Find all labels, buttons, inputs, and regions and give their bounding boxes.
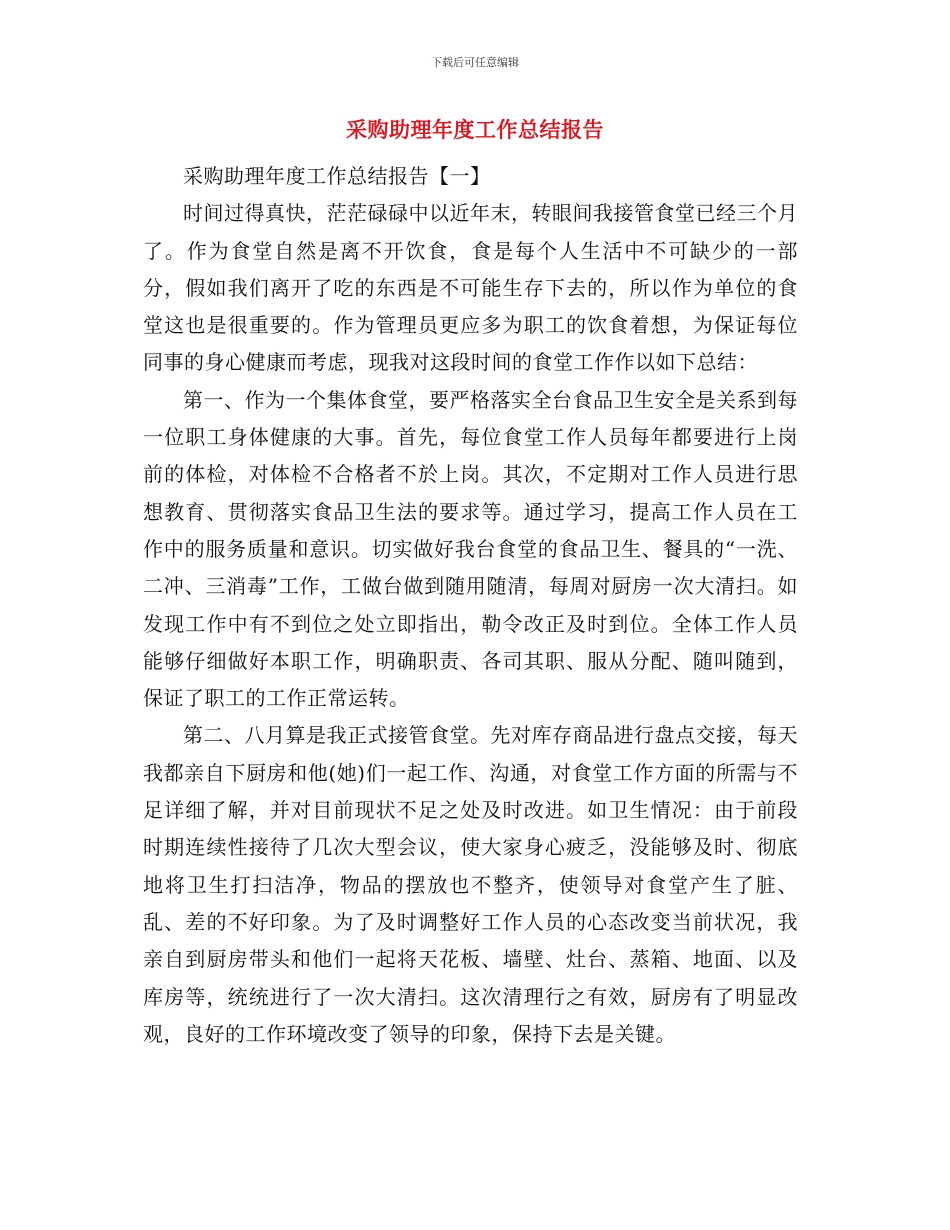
document-body — [143, 158, 798, 1053]
paragraph-second-point: 第二、八月算是我正式接管食堂。先对库存商品进行盘点交接，每天我都亲自下厨房和他(她)们一起工作、沟通，对食堂工作方面的所需与不足详细了解，并对目前现状不足之处及时改进。如卫生情况：由于前段时期连续性接待了几次大型会议，使大家身心疲乏，没能够及时、彻底地将卫生打扫洁净，物品的摆放也不整齐，使领导对食堂产生了脏、乱、差的不好印象。为了及时调整好工作人员的心态改变当前状况，我亲自到厨房带头和他们一起将天花板、墙壁、灶台、蒸箱、地面、以及库房等，统统进行了一次大清扫。这次清理行之有效，厨房有了明显改观，良好的工作环境改变了领导的印象，保持下去是关键。 — [143, 723, 798, 1046]
paragraph-intro: 时间过得真快，茫茫碌碌中以近年末，转眼间我接管食堂已经三个月了。作为食堂自然是离不开饮食，食是每个人生活中不可缺少的一部分，假如我们离开了吃的东西是不可能生存下去的，所以作为单位的食堂这也是很重要的。作为管理员更应多为职工的饮食着想，为保证每位同事的身心健康而考虑，现我对这段时间的食堂工作作以如下总结： — [143, 201, 798, 375]
paragraph-first-point: 第一、作为一个集体食堂，要严格落实全台食品卫生安全是关系到每一位职工身体健康的大事。首先，每位食堂工作人员每年都要进行上岗前的体检，对体检不合格者不於上岗。其次，不定期对工作人员进行思想教育、贯彻落实食品卫生法的要求等。通过学习，提高工作人员在工作中的服务质量和意识。切实做好我台食堂的食品卫生、餐具的“一洗、二冲、三消毒”工作，工做台做到随用随清，每周对厨房一次大清扫。如发现工作中有不到位之处立即指出，勒令改正及时到位。全体工作人员能够仔细做好本职工作，明确职责、各司其职、服从分配、随叫随到，保证了职工的工作正常运转。 — [143, 387, 798, 711]
document-title: 采购助理年度工作总结报告 — [346, 118, 604, 142]
header-note: 下载后可任意编辑 — [431, 56, 519, 69]
section-subheading: 采购助理年度工作总结报告【一】 — [183, 164, 491, 188]
